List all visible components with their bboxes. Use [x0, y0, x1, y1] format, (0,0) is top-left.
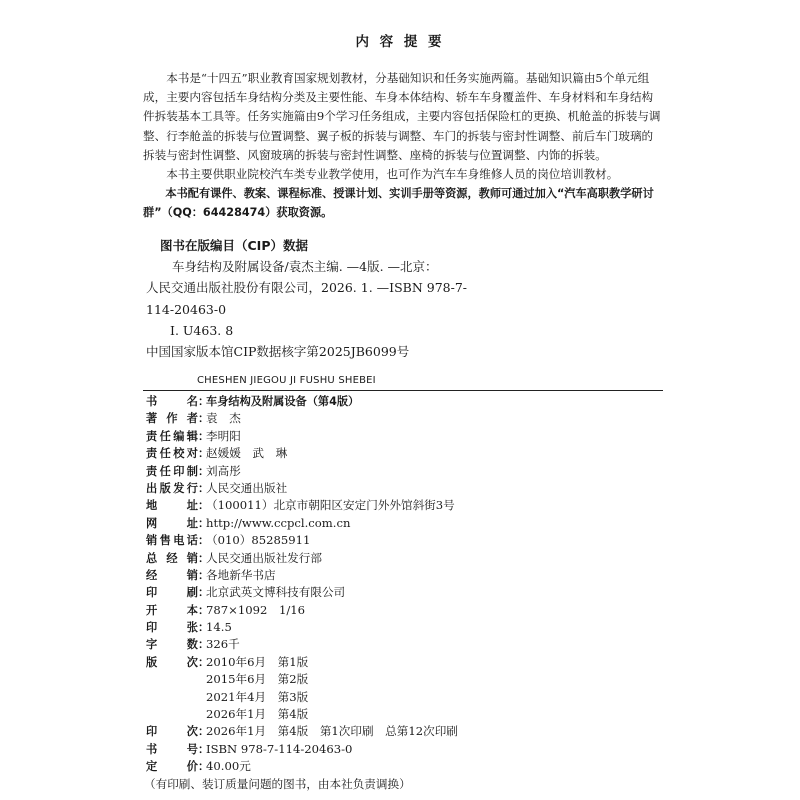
imprint-label: 著作者	[146, 412, 198, 426]
imprint-label: 销售电话	[146, 534, 198, 548]
print-responsible: 刘高彤	[206, 463, 241, 478]
imprint-row: 网址 ： http://www.ccpcl.com.cn	[146, 515, 666, 532]
cip-section	[146, 236, 666, 362]
abstract-section	[143, 69, 663, 223]
cip-heading: 图书在版编目（CIP）数据	[160, 238, 308, 253]
imprint-row: 印刷 ： 北京武英文博科技有限公司	[146, 584, 666, 601]
imprint-row	[146, 671, 666, 688]
pinyin-title: CHESHEN JIEGOU JI FUSHU SHEBEI	[197, 375, 376, 386]
cip-line-3: 114-20463-0	[146, 301, 227, 317]
word-count: 326千	[206, 637, 240, 652]
page-title: 内 容 提 要	[355, 34, 445, 50]
edition-3: 2021年4月 第3版	[206, 689, 309, 704]
imprint-row	[146, 689, 666, 706]
imprint-row: 开本 ： 787×1092 1/16	[146, 602, 666, 619]
imprint-row: 总经销 ： 人民交通出版社发行部	[146, 550, 666, 567]
cip-line-1: 车身结构及附属设备/袁杰主编. —4版. —北京：	[172, 259, 438, 274]
imprint-row: 著作者 ： 袁 杰	[146, 410, 666, 427]
impression: 2026年1月 第4版 第1次印刷 总第12次印刷	[206, 724, 458, 739]
imprint-label: 总经销	[146, 551, 198, 565]
imprint-label: 责任编辑	[146, 429, 198, 443]
publisher: 人民交通出版社	[206, 480, 288, 495]
imprint-row: 版次 ： 2010年6月 第1版	[146, 654, 666, 671]
imprint-section	[146, 393, 666, 793]
cip-line-4: Ⅰ. U463. 8	[170, 322, 234, 338]
sheets: 14.5	[206, 620, 232, 635]
imprint-label: 印次	[146, 725, 198, 739]
imprint-row: 出版发行 ： 人民交通出版社	[146, 480, 666, 497]
abstract-paragraph-2: 本书主要供职业院校汽车类专业教学使用，也可作为汽车车身维修人员的岗位培训教材。	[166, 167, 619, 182]
imprint-label: 版次	[146, 655, 198, 669]
proofreader: 赵媛媛 武 琳	[206, 446, 288, 461]
abstract-paragraph-1: 本书是“十四五”职业教育国家规划教材，分基础知识和任务实施两篇。基础知识篇由5个单元组成，主要内容包括车身结构分类及主要性能、车身本体结构、轿车车身覆盖件、车身材料和车身结构件拆装基本工具等。任务实施篇由9个学习任务组成，主要内容包括保险杠的更换、机舱盖的拆装与调整、行李舱盖的拆装与位置调整、翼子板的拆装与调整、车门的拆装与密封性调整、前后车门玻璃的拆装与密封性调整、风窗玻璃的拆装与密封性调整、座椅的拆装与位置调整、内饰的拆装。	[143, 71, 661, 162]
imprint-label: 开本	[146, 603, 198, 617]
imprint-label: 网址	[146, 516, 198, 530]
format: 787×1092 1/16	[206, 602, 305, 617]
imprint-row: 印张 ： 14.5	[146, 619, 666, 636]
imprint-row: 定价 ： 40.00元	[146, 758, 666, 775]
isbn: ISBN 978-7-114-20463-0	[206, 741, 353, 756]
imprint-label: 定价	[146, 760, 198, 774]
quality-note: （有印刷、装订质量问题的图书，由本社负责调换）	[144, 776, 411, 791]
imprint-label: 印张	[146, 621, 198, 635]
imprint-row: 地址 ： （100011）北京市朝阳区安定门外外馆斜街3号	[146, 497, 666, 514]
imprint-row: 责任校对 ： 赵媛媛 武 琳	[146, 445, 666, 462]
imprint-label: 书名	[146, 395, 198, 408]
imprint-row	[146, 706, 666, 723]
divider	[143, 390, 663, 391]
editor: 李明阳	[206, 428, 241, 443]
abstract-paragraph-3: 本书配有课件、教案、课程标准、授课计划、实训手册等资源，教师可通过加入“汽车高职教学研讨群”（QQ：64428474）获取资源。	[143, 187, 654, 220]
author: 袁 杰	[206, 411, 241, 426]
book-name: 车身结构及附属设备（第4版）	[206, 395, 360, 408]
imprint-row: 责任编辑 ： 李明阳	[146, 428, 666, 445]
imprint-label: 经销	[146, 568, 198, 582]
imprint-row: 字数 ： 326千	[146, 636, 666, 653]
edition-4: 2026年1月 第4版	[206, 707, 309, 722]
edition-2: 2015年6月 第2版	[206, 672, 309, 687]
price: 40.00元	[206, 759, 251, 774]
printer: 北京武英文博科技有限公司	[206, 585, 346, 600]
imprint-row: 责任印制 ： 刘高彤	[146, 463, 666, 480]
sales-phone: （010）85285911	[206, 533, 311, 548]
imprint-row: 经销 ： 各地新华书店	[146, 567, 666, 584]
imprint-label: 责任校对	[146, 447, 198, 461]
imprint-row: 印次 ： 2026年1月 第4版 第1次印刷 总第12次印刷	[146, 723, 666, 740]
imprint-row: 书号 ： ISBN 978-7-114-20463-0	[146, 741, 666, 758]
website: http://www.ccpcl.com.cn	[206, 515, 351, 530]
edition-1: 2010年6月 第1版	[206, 654, 309, 669]
imprint-label: 地址	[146, 499, 198, 513]
imprint-label: 书号	[146, 742, 198, 756]
dealer: 各地新华书店	[206, 567, 276, 582]
imprint-label: 印刷	[146, 586, 198, 600]
cip-line-5: 中国国家版本馆CIP数据核字第2025JB6099号	[146, 344, 410, 360]
imprint-label: 出版发行	[146, 481, 198, 495]
imprint-row: 书名 ： 车身结构及附属设备（第4版）	[146, 393, 666, 410]
cip-line-2: 人民交通出版社股份有限公司，2026. 1. —ISBN 978-7-	[146, 280, 468, 296]
imprint-label: 责任印制	[146, 464, 198, 478]
imprint-label: 字数	[146, 638, 198, 652]
address: （100011）北京市朝阳区安定门外外馆斜街3号	[206, 498, 455, 513]
imprint-row: 销售电话 ： （010）85285911	[146, 532, 666, 549]
distributor: 人民交通出版社发行部	[206, 550, 322, 565]
